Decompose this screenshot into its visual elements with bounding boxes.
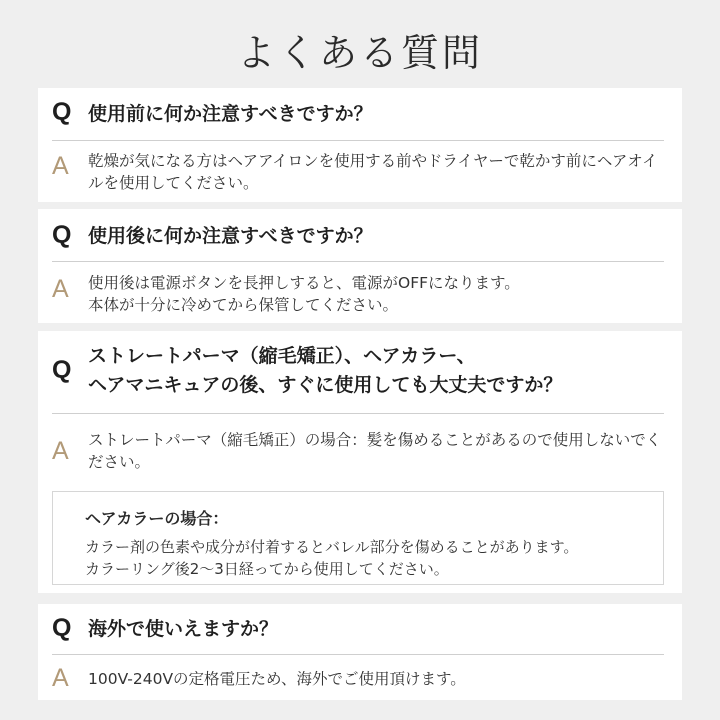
answer-mark: A	[52, 664, 69, 692]
answer-line: 本体が十分に冷めてから保管してください。	[88, 296, 399, 314]
answer-mark: A	[52, 152, 69, 180]
question-mark: Q	[52, 356, 72, 384]
answer-text: 100V-240Vの定格電圧ため、海外でご使用頂けます。	[88, 670, 466, 688]
divider	[52, 654, 664, 655]
question-mark: Q	[52, 614, 72, 642]
answer-line: 使用後は電源ボタンを長押しすると、電源がOFFになります。	[88, 274, 520, 292]
note-text	[85, 536, 653, 580]
question-line: ストレートパーマ（縮毛矯正）、ヘアカラー、	[88, 345, 476, 367]
faq-item-4	[38, 604, 682, 700]
divider	[52, 140, 664, 141]
note-line: カラーリング後2〜3日経ってから使用してください。	[85, 560, 449, 578]
answer-text	[88, 272, 668, 316]
question-text: 使用後に何か注意すべきですか？	[88, 225, 373, 247]
answer-mark: A	[52, 275, 69, 303]
question-mark: Q	[52, 221, 72, 249]
question-text: 海外で使いえますか？	[88, 618, 279, 640]
page-title: よくある質問	[236, 31, 483, 75]
divider	[52, 261, 664, 262]
answer-text: ストレートパーマ（縮毛矯正）の場合：髪を傷めることがあるので使用しないでください。	[88, 431, 662, 471]
hair-color-note	[52, 491, 664, 585]
faq-item-3	[38, 331, 682, 593]
answer-text: 乾燥が気になる方はヘアアイロンを使用する前やドライヤーで乾かす前にヘアオイルを使用してください。	[88, 152, 658, 192]
divider	[52, 413, 664, 414]
question-text: 使用前に何か注意すべきですか？	[88, 103, 373, 125]
note-title: ヘアカラーの場合：	[85, 509, 229, 528]
faq-item-1	[38, 88, 682, 202]
note-line: カラー剤の色素や成分が付着するとバレル部分を傷めることがあります。	[85, 538, 579, 556]
faq-item-2	[38, 209, 682, 323]
answer-mark: A	[52, 437, 69, 465]
question-text	[88, 342, 668, 400]
question-mark: Q	[52, 98, 72, 126]
question-line: ヘアマニキュアの後、すぐに使用しても大丈夫ですか？	[88, 374, 563, 396]
